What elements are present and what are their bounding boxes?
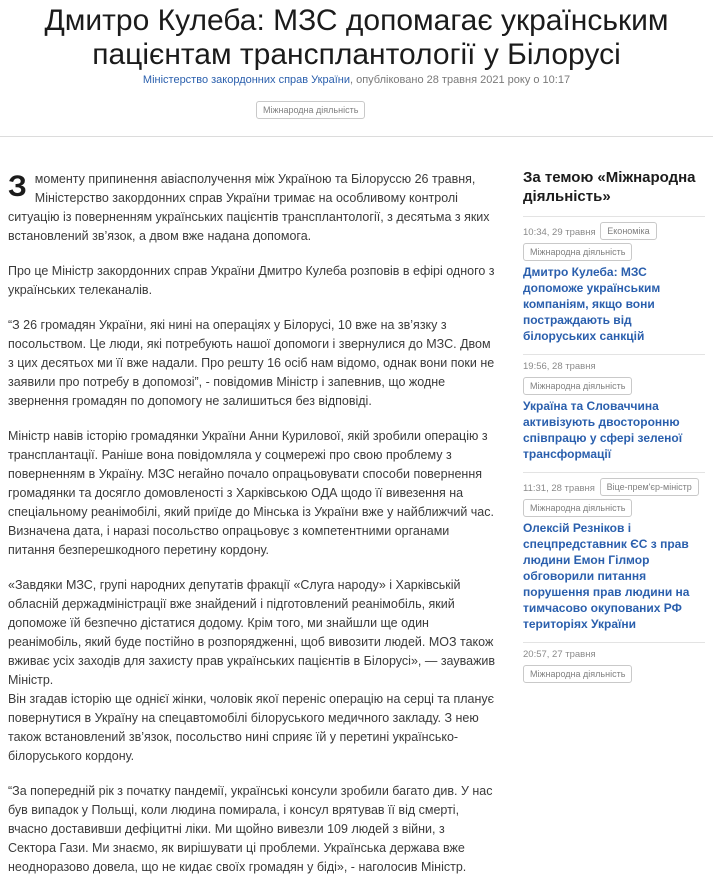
dropcap: З (8, 170, 27, 203)
sidebar-divider (523, 642, 705, 643)
category-tag[interactable]: Міжнародна діяльність (256, 101, 365, 119)
news-item (523, 222, 705, 344)
news-tag[interactable]: Міжнародна діяльність (523, 243, 632, 261)
sidebar-title: За темою «Міжнародна діяльність» (523, 169, 696, 205)
source-link[interactable]: Міністерство закордонних справ України (142, 74, 350, 86)
article-body (8, 170, 496, 893)
news-meta (523, 648, 705, 662)
news-item (523, 648, 705, 683)
news-tag[interactable]: Міжнародна діяльність (523, 377, 632, 395)
sidebar-divider (523, 216, 705, 217)
news-headline-link[interactable]: Дмитро Кулеба: МЗС допоможе українським компаніям, якщо вони постраждають від білоруських санкцій (523, 265, 661, 343)
paragraph-1-text: моменту припинення авіасполучення між Україною та Білоруссю 26 травня, Міністерство закордонних справ України тримає на особливому контролі ситуацію із поверненням українських пацієнтів трансплантології, з десятьма з яких встановлений зв’язок, а двом вже надана допомога. (8, 172, 490, 243)
sidebar-divider (523, 472, 705, 473)
news-item (523, 478, 705, 632)
news-tag[interactable]: Економіка (600, 222, 656, 240)
paragraph-5: «Завдяки МЗС, групі народних депутатів фракції «Слуга народу» і Харківській обласній держадміністрації вже знайдений і підготовлений реанімобіль, який допоможе їй безпечно дістатися додому. Крім того, ми знайшли ще один реанімобіль, який буде постійно в розпорядженні, щоб вивозити людей. МОЗ також вживає усіх заходів для захисту прав українських пацієнтів в Білорусі», — зауважив Міністр. (8, 578, 496, 687)
news-headline-link[interactable]: Україна та Словаччина активізують двосторонню співпрацю у сфері зеленої трансформації (523, 399, 683, 461)
news-headline-link[interactable]: Олексій Резніков і спецпредставник ЄС з прав людини Емон Гілмор обговорили питання порушення прав людини на тимчасово окупованих РФ територіях України (523, 521, 690, 631)
news-tag[interactable]: Міжнародна діяльність (523, 665, 632, 683)
news-meta (523, 478, 705, 496)
published-date: , опубліковано 28 травня 2021 року о 10:17 (350, 74, 571, 86)
news-time: 11:31, 28 травня (523, 483, 595, 494)
news-item (523, 360, 705, 462)
paragraph-2: Про це Міністр закордонних справ України Дмитро Кулеба розповів в ефірі одного з українських телеканалів. (8, 264, 495, 297)
news-meta (523, 360, 705, 374)
paragraph-6: Він згадав історію ще однієї жінки, чоловік якої переніс операцію на серці та планує повернутися в Україну на спецавтомобілі білоруського медичного закладу. З нею також встановлений зв’язок, посольство нині сприяє їй у перетині українсько-білоруського кордону. (8, 692, 494, 763)
news-time: 10:34, 29 травня (523, 227, 596, 238)
paragraph-4: Міністр навів історію громадянки України Анни Курилової, якій зробили операцію з трансплантації. Раніше вона повідомляла у соцмережі про свою проблему з поверненням в Україну. МЗС негайно почало опрацьовувати способи повернення громадянки та досягло домовленості з Харківською ОДА щодо її вивезення на спеціальному реанімобілі, який приїде до Мінська із України вже у найближчий час. Визначена дата, і наразі посольство опрацьовує з компетентними органами питання безперешкодного перетину кордону. (8, 429, 494, 557)
related-news-sidebar (523, 168, 705, 693)
news-meta (523, 222, 705, 240)
page-title: Дмитро Кулеба: МЗС допомагає українським пацієнтам трансплантології у Білорусі (44, 4, 669, 71)
paragraph-1 (8, 170, 496, 246)
sidebar-divider (523, 354, 705, 355)
news-time: 19:56, 28 травня (523, 361, 596, 372)
news-tag[interactable]: Міжнародна діяльність (523, 499, 632, 517)
news-tag[interactable]: Віце-прем'єр-міністр (600, 478, 699, 496)
header-divider (0, 136, 713, 137)
paragraph-7: “За попередній рік з початку пандемії, українські консули зробили багато див. У нас був випадок у Польщі, коли людина помирала, і консул врятував її від смерті, вчасно доставивши дефіцитні ліки. Ми щойно вивезли 109 людей з війни, з Сектора Гази. Ми знаємо, як вирішувати ці проблеми. Українська держава вже неодноразово довела, що не кидає своїх громадян у біді», - наголосив Міністр. (8, 784, 493, 874)
news-time: 20:57, 27 травня (523, 649, 596, 660)
paragraph-3: “З 26 громадян України, які нині на операціях у Білорусі, 10 вже на зв’язку з посольством. Це люди, які потребують нашої допомоги і звернулися до МЗС. Двом з цих десятьох ми її вже надали. Про решту 16 осіб нам відомо, однак вони поки не заявили про потребу в допомозі”, - повідомив Міністр і запевнив, що жодне звернення громадян по допомогу не залишиться без відповіді. (8, 318, 495, 408)
article-meta (0, 74, 713, 86)
